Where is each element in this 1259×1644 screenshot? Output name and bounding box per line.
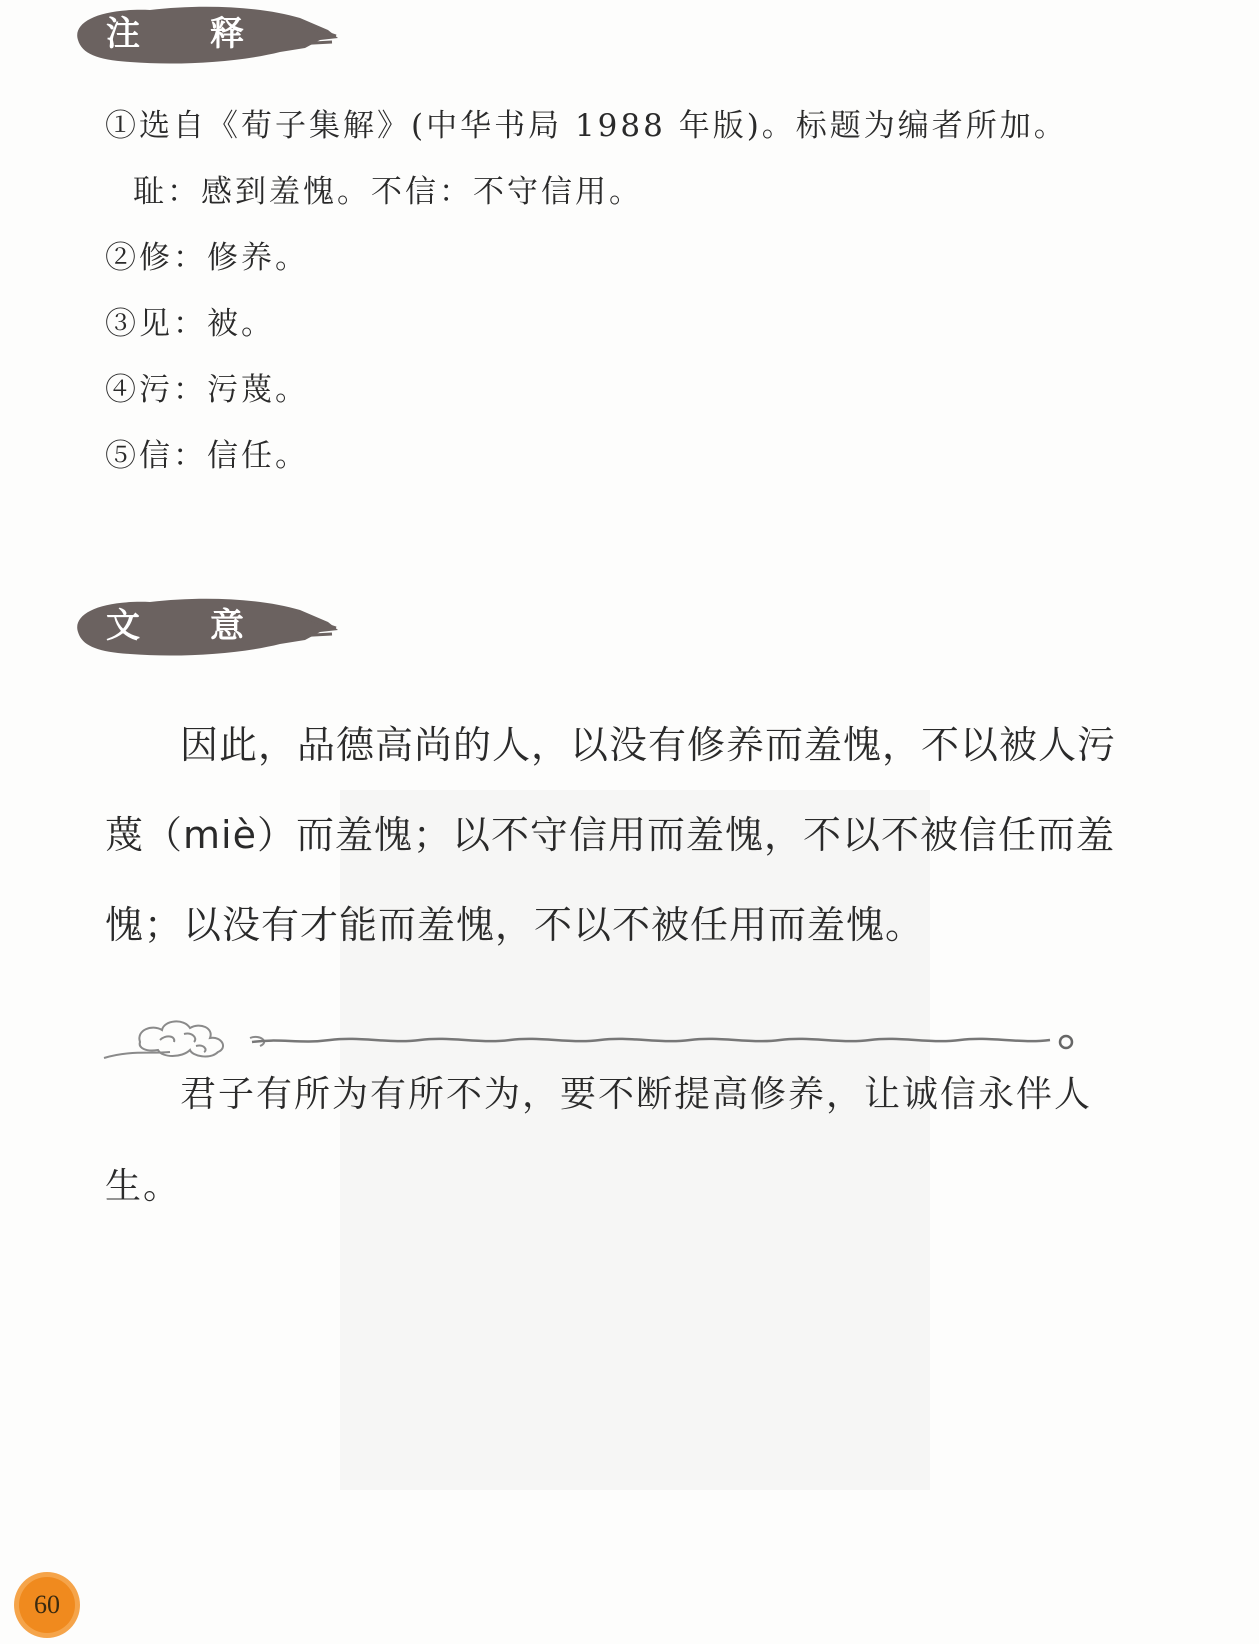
summary-line-1: 君子有所为有所不为，要不断提高修养，让诚信永伴人 [180,1074,1093,1115]
notes-heading-char-1: 注 [106,14,140,54]
meaning-line-3: 愧；以没有才能而羞愧，不以不被任用而羞愧。 [105,903,925,947]
notes-section-header [70,0,350,70]
note-line-1: ①选自《荀子集解》(中华书局 1988 年版)。标题为编者所加。 [105,108,1068,144]
meaning-section-header [70,592,350,662]
cloud-divider-icon [100,1020,1080,1070]
meaning-heading-char-2: 意 [210,606,244,646]
meaning-heading-char-1: 文 [106,606,140,646]
background-panel [340,790,930,1490]
note-line-4: ④污：污蔑。 [105,372,309,408]
summary-line-2: 生。 [105,1166,182,1207]
page-number-badge [12,1570,82,1640]
note-line-2: ②修：修养。 [105,240,309,276]
page-number: 60 [34,1590,60,1619]
note-line-1-continued: 耻：感到羞愧。不信：不守信用。 [133,174,643,210]
meaning-line-1: 因此，品德高尚的人，以没有修养而羞愧，不以被人污 [180,723,1117,767]
note-line-5: ⑤信：信任。 [105,438,309,474]
notes-heading-char-2: 释 [210,14,244,54]
note-line-3: ③见：被。 [105,306,275,342]
meaning-line-2: 蔑（miè）而羞愧；以不守信用而羞愧，不以不被信任而羞 [105,813,1115,857]
